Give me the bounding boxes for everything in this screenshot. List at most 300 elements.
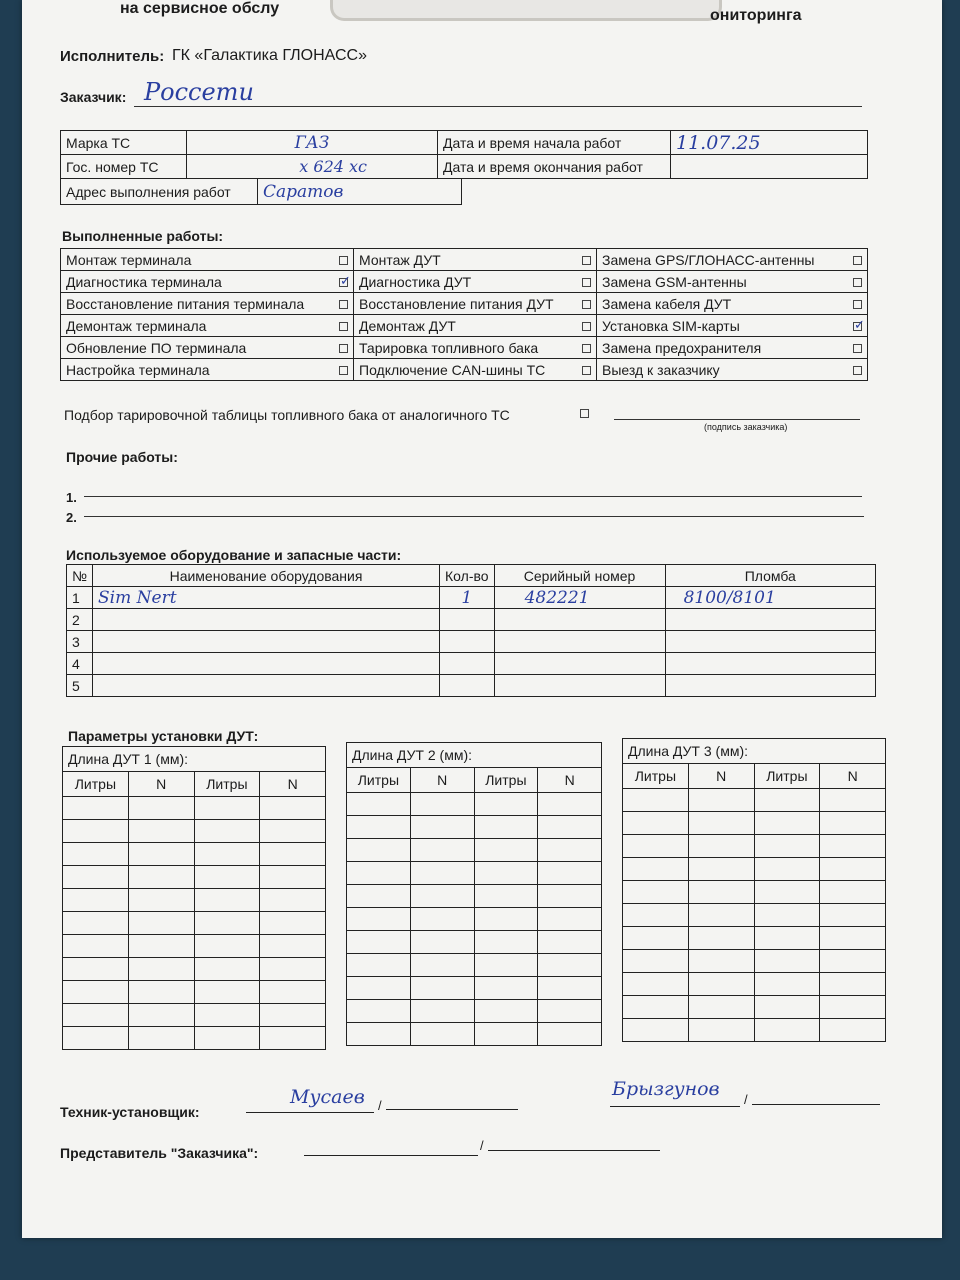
dut3-cell[interactable] bbox=[820, 996, 886, 1019]
dut3-cell[interactable] bbox=[820, 812, 886, 835]
dut3-cell[interactable] bbox=[754, 950, 820, 973]
representative-sign-line-1[interactable] bbox=[304, 1155, 478, 1156]
works-item-label: Восстановление питания терминала bbox=[66, 295, 305, 312]
tare-sign-line bbox=[614, 419, 860, 420]
brand-label: Марка ТС bbox=[61, 131, 187, 155]
table-row bbox=[623, 812, 886, 835]
table-row bbox=[347, 839, 602, 862]
works-item-label: Монтаж терминала bbox=[66, 251, 192, 268]
table-row bbox=[63, 935, 326, 958]
eq-cell-seal[interactable] bbox=[665, 675, 875, 697]
works-item-checkbox[interactable] bbox=[582, 366, 591, 375]
representative-slash: / bbox=[480, 1138, 484, 1153]
table-row bbox=[67, 587, 876, 609]
dut3-cell[interactable] bbox=[754, 996, 820, 1019]
dut1-cell[interactable] bbox=[194, 797, 260, 820]
dut1-cell[interactable] bbox=[194, 912, 260, 935]
plate-value[interactable]: х 624 хс bbox=[187, 155, 438, 179]
dut2-cell[interactable] bbox=[474, 977, 538, 1000]
eq-cell-name[interactable] bbox=[93, 675, 440, 697]
dut3-cell[interactable] bbox=[820, 973, 886, 996]
dut1-cell[interactable] bbox=[194, 935, 260, 958]
dut-table-3 bbox=[622, 738, 886, 1042]
eq-cell-name[interactable] bbox=[93, 653, 440, 675]
works-title: Выполненные работы: bbox=[62, 228, 224, 244]
dut2-cell[interactable] bbox=[538, 931, 602, 954]
representative-sign-line-2[interactable] bbox=[488, 1150, 660, 1151]
dut3-cell[interactable] bbox=[820, 858, 886, 881]
dut3-col-liters: Литры bbox=[754, 764, 820, 789]
dut3-cell[interactable] bbox=[688, 835, 754, 858]
dut2-cell[interactable] bbox=[474, 931, 538, 954]
dut3-cell[interactable] bbox=[623, 973, 689, 996]
dut3-cell[interactable] bbox=[623, 1019, 689, 1042]
dut3-cell[interactable] bbox=[820, 789, 886, 812]
dut1-cell[interactable] bbox=[194, 958, 260, 981]
works-item-label: Диагностика терминала bbox=[66, 273, 222, 290]
dut1-cell[interactable] bbox=[260, 797, 326, 820]
works-item-checkbox[interactable] bbox=[582, 256, 591, 265]
dut1-cell[interactable] bbox=[194, 820, 260, 843]
eq-cell-serial[interactable]: 482221 bbox=[494, 587, 665, 609]
eq-cell-n: 4 bbox=[67, 653, 93, 675]
dut2-cell[interactable] bbox=[410, 816, 474, 839]
dut2-cell[interactable] bbox=[410, 793, 474, 816]
start-label: Дата и время начала работ bbox=[438, 131, 671, 155]
check-mark-icon: ✓ bbox=[854, 316, 865, 332]
works-item-label: Настройка терминала bbox=[66, 361, 210, 378]
dut1-cell[interactable] bbox=[63, 935, 129, 958]
works-item-checkbox[interactable] bbox=[339, 344, 348, 353]
representative-label: Представитель "Заказчика": bbox=[60, 1145, 259, 1161]
works-item-checkbox[interactable] bbox=[853, 366, 862, 375]
dut3-cell[interactable] bbox=[754, 1019, 820, 1042]
table-row bbox=[67, 631, 876, 653]
dut3-cell[interactable] bbox=[688, 812, 754, 835]
dut2-col-n: N bbox=[410, 768, 474, 793]
dut3-cell[interactable] bbox=[623, 789, 689, 812]
table-row bbox=[347, 908, 602, 931]
eq-cell-n: 5 bbox=[67, 675, 93, 697]
dut1-cell[interactable] bbox=[194, 889, 260, 912]
eq-cell-qty[interactable] bbox=[440, 675, 495, 697]
dut2-cell[interactable] bbox=[474, 1023, 538, 1046]
dut3-cell[interactable] bbox=[754, 904, 820, 927]
works-item-label: Восстановление питания ДУТ bbox=[359, 295, 554, 312]
table-row bbox=[67, 653, 876, 675]
table-row bbox=[623, 858, 886, 881]
dut2-cell[interactable] bbox=[538, 1000, 602, 1023]
dut3-cell[interactable] bbox=[623, 927, 689, 950]
works-item-label: Замена GSM-антенны bbox=[602, 273, 747, 290]
works-row bbox=[61, 293, 868, 315]
dut3-cell[interactable] bbox=[754, 835, 820, 858]
dut2-cell[interactable] bbox=[410, 1000, 474, 1023]
dut3-cell[interactable] bbox=[754, 881, 820, 904]
clipboard-clip bbox=[330, 0, 722, 21]
table-row bbox=[623, 973, 886, 996]
dut3-cell[interactable] bbox=[623, 950, 689, 973]
works-item-label: Установка SIM-карты bbox=[602, 317, 740, 334]
works-row bbox=[61, 249, 868, 271]
dut2-cell[interactable] bbox=[347, 816, 411, 839]
dut3-cell[interactable] bbox=[820, 950, 886, 973]
eq-cell-seal[interactable] bbox=[665, 653, 875, 675]
works-row bbox=[61, 337, 868, 359]
works-item[interactable] bbox=[597, 315, 868, 337]
works-item[interactable] bbox=[61, 359, 354, 381]
dut1-cell[interactable] bbox=[260, 912, 326, 935]
dut1-cell[interactable] bbox=[194, 1027, 260, 1050]
dut3-cell[interactable] bbox=[623, 996, 689, 1019]
technician-slash-2: / bbox=[744, 1092, 748, 1107]
dut1-cell[interactable] bbox=[260, 958, 326, 981]
table-row bbox=[347, 931, 602, 954]
dut1-cell[interactable] bbox=[63, 889, 129, 912]
eq-cell-serial[interactable] bbox=[494, 675, 665, 697]
dut3-cell[interactable] bbox=[688, 973, 754, 996]
dut3-cell[interactable] bbox=[688, 996, 754, 1019]
works-item-checkbox[interactable] bbox=[853, 300, 862, 309]
dut2-cell[interactable] bbox=[474, 1000, 538, 1023]
works-item-checkbox[interactable] bbox=[339, 366, 348, 375]
dut2-cell[interactable] bbox=[538, 839, 602, 862]
table-row bbox=[347, 954, 602, 977]
table-row bbox=[63, 981, 326, 1004]
dut3-cell[interactable] bbox=[688, 858, 754, 881]
dut3-cell[interactable] bbox=[820, 835, 886, 858]
dut2-cell[interactable] bbox=[474, 908, 538, 931]
dut3-cell[interactable] bbox=[623, 858, 689, 881]
customer-line bbox=[134, 106, 862, 107]
dut1-col-n: N bbox=[128, 772, 194, 797]
dut1-cell[interactable] bbox=[194, 981, 260, 1004]
eq-cell-n: 2 bbox=[67, 609, 93, 631]
dut2-col-liters: Литры bbox=[347, 768, 411, 793]
works-item-checkbox[interactable] bbox=[582, 344, 591, 353]
eq-cell-qty[interactable] bbox=[440, 653, 495, 675]
works-item-checkbox[interactable] bbox=[339, 272, 351, 288]
dut3-col-n: N bbox=[688, 764, 754, 789]
dut2-cell[interactable] bbox=[410, 977, 474, 1000]
dut1-cell[interactable] bbox=[63, 866, 129, 889]
end-value[interactable] bbox=[671, 155, 868, 179]
works-item-checkbox[interactable] bbox=[339, 300, 348, 309]
works-item-checkbox[interactable] bbox=[853, 278, 862, 287]
table-row bbox=[347, 862, 602, 885]
technician-signature-1: Мусаев bbox=[290, 1086, 365, 1108]
dut-table-1 bbox=[62, 746, 326, 1050]
technician-signature-2: Брызгунов bbox=[612, 1078, 720, 1100]
end-label: Дата и время окончания работ bbox=[438, 155, 671, 179]
eq-header-num: № bbox=[67, 565, 93, 587]
dut3-cell[interactable] bbox=[754, 812, 820, 835]
dut1-cell[interactable] bbox=[128, 866, 194, 889]
works-item[interactable] bbox=[61, 271, 354, 293]
eq-header-name: Наименование оборудования bbox=[93, 565, 440, 587]
works-item-checkbox[interactable] bbox=[339, 322, 348, 331]
works-row bbox=[61, 359, 868, 381]
technician-slash-1: / bbox=[378, 1098, 382, 1113]
technician-sign-line-4[interactable] bbox=[752, 1104, 880, 1105]
customer-value[interactable]: Россети bbox=[144, 78, 254, 106]
table-row bbox=[63, 843, 326, 866]
dut2-cell[interactable] bbox=[347, 954, 411, 977]
dut1-col-liters: Литры bbox=[63, 772, 129, 797]
works-row bbox=[61, 315, 868, 337]
eq-header-qty: Кол-во bbox=[440, 565, 495, 587]
dut1-cell[interactable] bbox=[63, 843, 129, 866]
other-item-1-num: 1. bbox=[66, 490, 77, 505]
dut2-cell[interactable] bbox=[538, 862, 602, 885]
works-item[interactable] bbox=[61, 315, 354, 337]
dut2-cell[interactable] bbox=[347, 908, 411, 931]
dut1-cell[interactable] bbox=[63, 981, 129, 1004]
dut-table-2 bbox=[346, 742, 602, 1046]
dut2-cell[interactable] bbox=[538, 954, 602, 977]
dut2-cell[interactable] bbox=[347, 977, 411, 1000]
dut3-cell[interactable] bbox=[688, 950, 754, 973]
eq-cell-serial[interactable] bbox=[494, 631, 665, 653]
check-mark-icon: ✓ bbox=[340, 272, 351, 288]
dut2-cell[interactable] bbox=[474, 816, 538, 839]
other-item-2-line[interactable] bbox=[84, 516, 864, 517]
dut2-cell[interactable] bbox=[474, 885, 538, 908]
eq-header-serial: Серийный номер bbox=[494, 565, 665, 587]
table-row bbox=[63, 958, 326, 981]
dut2-cell[interactable] bbox=[347, 1000, 411, 1023]
dut2-length-label: Длина ДУТ 2 (мм): bbox=[347, 743, 602, 768]
eq-cell-qty[interactable]: 1 bbox=[440, 587, 495, 609]
dut3-cell[interactable] bbox=[820, 904, 886, 927]
dut1-cell[interactable] bbox=[260, 889, 326, 912]
table-row bbox=[63, 912, 326, 935]
table-row bbox=[623, 789, 886, 812]
dut1-cell[interactable] bbox=[260, 1027, 326, 1050]
dut3-cell[interactable] bbox=[623, 904, 689, 927]
dut1-cell[interactable] bbox=[63, 820, 129, 843]
works-item[interactable] bbox=[61, 293, 354, 315]
dut1-cell[interactable] bbox=[128, 935, 194, 958]
dut2-cell[interactable] bbox=[410, 1023, 474, 1046]
dut2-cell[interactable] bbox=[538, 793, 602, 816]
dut3-cell[interactable] bbox=[688, 881, 754, 904]
dut2-cell[interactable] bbox=[347, 885, 411, 908]
dut2-cell[interactable] bbox=[347, 839, 411, 862]
table-row bbox=[67, 609, 876, 631]
other-works-title: Прочие работы: bbox=[66, 449, 178, 465]
dut3-cell[interactable] bbox=[688, 904, 754, 927]
dut3-cell[interactable] bbox=[623, 812, 689, 835]
dut2-cell[interactable] bbox=[474, 839, 538, 862]
eq-header-seal: Пломба bbox=[665, 565, 875, 587]
dut3-length-label: Длина ДУТ 3 (мм): bbox=[623, 739, 886, 764]
dut1-cell[interactable] bbox=[194, 843, 260, 866]
dut1-cell[interactable] bbox=[63, 958, 129, 981]
header-title-right: ониторинга bbox=[710, 7, 802, 24]
dut2-cell[interactable] bbox=[347, 793, 411, 816]
technician-sign-line-2[interactable] bbox=[386, 1109, 518, 1110]
dut1-cell[interactable] bbox=[194, 1004, 260, 1027]
works-item[interactable] bbox=[597, 271, 868, 293]
eq-cell-name[interactable]: Sim Nert bbox=[93, 587, 440, 609]
works-item[interactable] bbox=[354, 337, 597, 359]
works-item[interactable] bbox=[597, 249, 868, 271]
dut1-cell[interactable] bbox=[128, 820, 194, 843]
works-item[interactable] bbox=[597, 293, 868, 315]
dut3-cell[interactable] bbox=[820, 927, 886, 950]
dut2-cell[interactable] bbox=[474, 793, 538, 816]
eq-cell-n: 3 bbox=[67, 631, 93, 653]
dut1-cell[interactable] bbox=[63, 797, 129, 820]
works-item-checkbox[interactable] bbox=[582, 300, 591, 309]
works-item[interactable] bbox=[354, 249, 597, 271]
works-item[interactable] bbox=[354, 359, 597, 381]
brand-value[interactable]: ГАЗ bbox=[187, 131, 438, 155]
table-row bbox=[623, 835, 886, 858]
dut1-cell[interactable] bbox=[128, 958, 194, 981]
table-row bbox=[623, 904, 886, 927]
works-item-checkbox[interactable] bbox=[853, 256, 862, 265]
technician-sign-line-3[interactable] bbox=[610, 1106, 740, 1107]
dut1-cell[interactable] bbox=[63, 912, 129, 935]
works-item-label: Выезд к заказчику bbox=[602, 361, 720, 378]
dut3-cell[interactable] bbox=[688, 927, 754, 950]
works-row bbox=[61, 271, 868, 293]
table-row bbox=[623, 881, 886, 904]
eq-cell-seal[interactable] bbox=[665, 631, 875, 653]
dut3-cell[interactable] bbox=[623, 881, 689, 904]
dut2-cell[interactable] bbox=[410, 954, 474, 977]
dut1-cell[interactable] bbox=[128, 981, 194, 1004]
dut2-cell[interactable] bbox=[410, 885, 474, 908]
start-value[interactable]: 11.07.25 bbox=[671, 131, 868, 155]
dut2-col-liters: Литры bbox=[474, 768, 538, 793]
technician-sign-line-1[interactable] bbox=[246, 1112, 374, 1113]
works-item[interactable] bbox=[354, 293, 597, 315]
eq-cell-seal[interactable] bbox=[665, 609, 875, 631]
vehicle-table bbox=[60, 130, 868, 179]
dut1-cell[interactable] bbox=[260, 843, 326, 866]
works-item-checkbox[interactable] bbox=[582, 322, 591, 331]
dut1-cell[interactable] bbox=[128, 912, 194, 935]
address-value[interactable]: Саратов bbox=[258, 179, 462, 205]
dut2-cell[interactable] bbox=[347, 931, 411, 954]
eq-cell-qty[interactable] bbox=[440, 609, 495, 631]
works-item[interactable] bbox=[61, 337, 354, 359]
dut2-cell[interactable] bbox=[410, 839, 474, 862]
dut2-cell[interactable] bbox=[474, 862, 538, 885]
eq-cell-name[interactable] bbox=[93, 631, 440, 653]
dut1-length-label: Длина ДУТ 1 (мм): bbox=[63, 747, 326, 772]
eq-cell-serial[interactable] bbox=[494, 609, 665, 631]
equipment-title: Используемое оборудование и запасные части: bbox=[66, 547, 402, 563]
dut1-cell[interactable] bbox=[63, 1027, 129, 1050]
table-row bbox=[63, 1004, 326, 1027]
works-item-label: Замена предохранителя bbox=[602, 339, 762, 356]
technician-label: Техник-установщик: bbox=[60, 1104, 200, 1120]
dut1-cell[interactable] bbox=[260, 981, 326, 1004]
table-row bbox=[347, 816, 602, 839]
customer-label: Заказчик: bbox=[60, 89, 127, 105]
eq-cell-name[interactable] bbox=[93, 609, 440, 631]
dut1-cell[interactable] bbox=[128, 797, 194, 820]
dut3-cell[interactable] bbox=[820, 881, 886, 904]
dut1-col-liters: Литры bbox=[194, 772, 260, 797]
dut1-cell[interactable] bbox=[260, 935, 326, 958]
dut1-cell[interactable] bbox=[128, 1004, 194, 1027]
table-row bbox=[67, 675, 876, 697]
works-item-checkbox[interactable] bbox=[339, 256, 348, 265]
header-title-left: на сервисное обслу bbox=[120, 0, 280, 17]
dut1-cell[interactable] bbox=[128, 1027, 194, 1050]
dut1-cell[interactable] bbox=[194, 866, 260, 889]
dut2-col-n: N bbox=[538, 768, 602, 793]
dut2-cell[interactable] bbox=[410, 862, 474, 885]
dut2-cell[interactable] bbox=[538, 885, 602, 908]
table-row bbox=[63, 1027, 326, 1050]
dut3-cell[interactable] bbox=[754, 789, 820, 812]
table-row bbox=[347, 1023, 602, 1046]
eq-cell-seal[interactable]: 8100/8101 bbox=[665, 587, 875, 609]
dut2-cell[interactable] bbox=[410, 931, 474, 954]
works-item[interactable] bbox=[354, 271, 597, 293]
works-item[interactable] bbox=[354, 315, 597, 337]
tare-checkbox[interactable] bbox=[580, 409, 589, 418]
dut3-cell[interactable] bbox=[754, 927, 820, 950]
dut3-col-n: N bbox=[820, 764, 886, 789]
dut3-cell[interactable] bbox=[820, 1019, 886, 1042]
dut3-cell[interactable] bbox=[754, 858, 820, 881]
dut1-cell[interactable] bbox=[260, 820, 326, 843]
dut-params-title: Параметры установки ДУТ: bbox=[68, 728, 259, 744]
dut3-cell[interactable] bbox=[754, 973, 820, 996]
dut2-cell[interactable] bbox=[538, 977, 602, 1000]
works-item[interactable] bbox=[597, 359, 868, 381]
dut1-cell[interactable] bbox=[260, 1004, 326, 1027]
dut2-cell[interactable] bbox=[347, 1023, 411, 1046]
dut2-cell[interactable] bbox=[347, 862, 411, 885]
dut1-cell[interactable] bbox=[260, 866, 326, 889]
other-item-1-line[interactable] bbox=[84, 496, 862, 497]
dut2-cell[interactable] bbox=[538, 816, 602, 839]
dut1-cell[interactable] bbox=[128, 843, 194, 866]
dut2-cell[interactable] bbox=[474, 954, 538, 977]
dut1-cell[interactable] bbox=[63, 1004, 129, 1027]
dut1-cell[interactable] bbox=[128, 889, 194, 912]
dut2-cell[interactable] bbox=[538, 1023, 602, 1046]
dut3-cell[interactable] bbox=[688, 789, 754, 812]
other-item-2-num: 2. bbox=[66, 510, 77, 525]
dut3-cell[interactable] bbox=[623, 835, 689, 858]
works-item-checkbox[interactable] bbox=[853, 344, 862, 353]
equipment-table bbox=[66, 564, 876, 697]
works-item[interactable] bbox=[597, 337, 868, 359]
eq-cell-serial[interactable] bbox=[494, 653, 665, 675]
eq-cell-qty[interactable] bbox=[440, 631, 495, 653]
dut3-cell[interactable] bbox=[688, 1019, 754, 1042]
table-row bbox=[623, 927, 886, 950]
address-table bbox=[60, 178, 462, 205]
works-item-label: Тарировка топливного бака bbox=[359, 339, 539, 356]
eq-cell-n: 1 bbox=[67, 587, 93, 609]
table-row bbox=[347, 977, 602, 1000]
dut2-cell[interactable] bbox=[410, 908, 474, 931]
dut2-cell[interactable] bbox=[538, 908, 602, 931]
works-item-checkbox[interactable] bbox=[853, 316, 865, 332]
works-item-checkbox[interactable] bbox=[582, 278, 591, 287]
works-item[interactable] bbox=[61, 249, 354, 271]
